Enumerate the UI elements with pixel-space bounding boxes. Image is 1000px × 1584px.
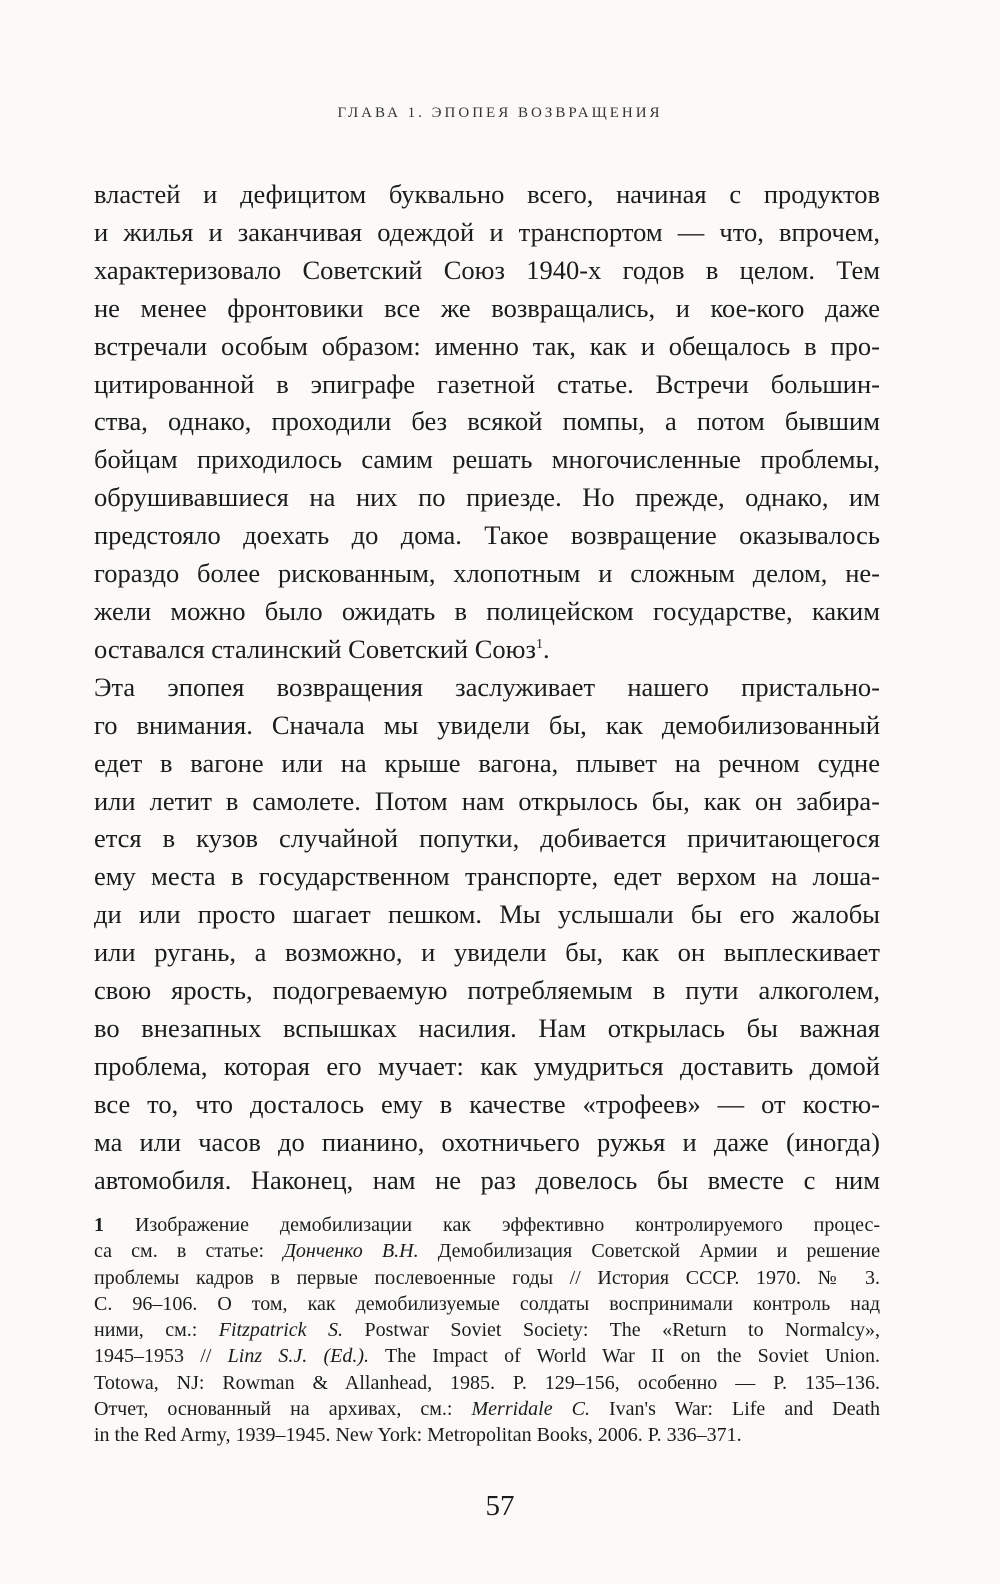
text-line: ма или часов до пианино, охотничьего ружья и даже (иногда) [94,1126,880,1157]
footnote-line [94,1212,880,1238]
text-line: проблема, которая его мучает: как умудриться доставить домой [94,1050,880,1081]
text-line: и жилья и заканчивая одеждой и транспортом — что, впрочем, [94,216,880,247]
text-line: го внимания. Сначала мы увидели бы, как демобилизованный [94,709,880,740]
text-line: или летит в самолете. Потом нам открылось бы, как он забира- [94,785,880,816]
text-line: автомобиля. Наконец, нам не раз довелось бы вместе с ним [94,1164,880,1195]
text-line: во внезапных вспышках насилия. Нам открылась бы важная [94,1012,880,1043]
footnote-text: Изображение демобилизации как эффективно контролируемого процес- [134,1214,880,1236]
text-line: все то, что досталось ему в качестве «трофеев» — от костю- [94,1088,880,1119]
footnote-text: Postwar Soviet Society: The «Return to Normalcy», [343,1319,881,1342]
text-line-content: Эта эпопея возвращения заслуживает нашего пристально- [94,671,880,702]
footnote-author: Linz S.J. (Ed.). [227,1345,370,1368]
footnote-author: Merridale C. [471,1398,590,1421]
text-line: ему места в государственном транспорте, едет верхом на лоша- [94,861,880,892]
footnote-line [94,1396,880,1422]
footnote-text: Демобилизация Советской Армии и решение [418,1240,880,1263]
footnote-reference[interactable]: 1 [535,637,543,653]
text-line: характеризовало Советский Союз 1940-х годов в целом. Тем [94,254,880,285]
text-line: свою ярость, подогреваемую потребляемым в пути алкоголем, [94,975,880,1006]
footnote-text: The Impact of World War II on the Soviet Union. [369,1345,880,1368]
text-line: цитированной в эпиграфе газетной статье. Встречи большин- [94,368,880,399]
text-line: ется в кузов случайной попутки, добивается причитающегося [94,823,880,854]
text-line [94,631,880,669]
footnote-text: ними, см.: [94,1319,219,1342]
footnote-text: са см. в статье: [94,1240,284,1263]
footnote-line [94,1343,880,1369]
footnote-line: in the Red Army, 1939–1945. New York: Metropolitan Books, 2006. P. 336–371. [94,1424,742,1447]
text-line: встречали особым образом: именно так, как и обещалось в про- [94,330,880,361]
text-line: жели можно было ожидать в полицейском государстве, каким [94,595,880,626]
body-text [94,176,880,1199]
footnote-line: Totowa, NJ: Rowman & Allanhead, 1985. P. 129–156, особенно — P. 135–136. [94,1371,880,1394]
footnote-line: С. 96–106. О том, как демобилизуемые солдаты воспринимали контроль над [94,1292,880,1315]
text-line: бойцам приходилось самим решать многочисленные проблемы, [94,444,880,475]
footnotes [94,1212,880,1449]
footnote-line: проблемы кадров в первые послевоенные годы // История СССР. 1970. № 3. [94,1266,880,1289]
page-number: 57 [485,1490,515,1522]
footnote-text: Отчет, основанный на архивах, см.: [94,1398,472,1421]
text-line: властей и дефицитом буквально всего, начиная с продуктов [94,179,880,209]
footnote-author: Fitzpatrick S. [218,1319,344,1342]
text-line [94,669,880,707]
footnote-text: 1945–1953 // [94,1345,228,1368]
footnote-author: Донченко В.Н. [283,1240,419,1263]
text-line: предстояло доехать до дома. Такое возвращение оказывалось [94,520,880,551]
footnote-line [94,1238,880,1264]
running-head: ГЛАВА 1. ЭПОПЕЯ ВОЗВРАЩЕНИЯ [337,105,663,121]
text-line-content: оставался сталинский Советский Союз [94,633,536,664]
footnote-number: 1 [94,1214,104,1236]
text-line: не менее фронтовики все же возвращались, и кое-кого даже [94,292,880,323]
text-line: ства, однако, проходили без всякой помпы, а потом бывшим [94,406,880,437]
footnote-line [94,1317,880,1343]
text-line-end: . [542,633,550,664]
text-line: или ругань, а возможно, и увидели бы, как он выплескивает [94,937,880,968]
text-line: ди или просто шагает пешком. Мы услышали бы его жалобы [94,899,880,930]
text-line: гораздо более рискованным, хлопотным и сложным делом, не- [94,558,880,589]
text-line: обрушивавшиеся на них по приезде. Но прежде, однако, им [94,482,880,513]
text-line: едет в вагоне или на крыше вагона, плывет на речном судне [94,747,880,778]
footnote-text: Ivan's War: Life and Death [589,1398,880,1421]
